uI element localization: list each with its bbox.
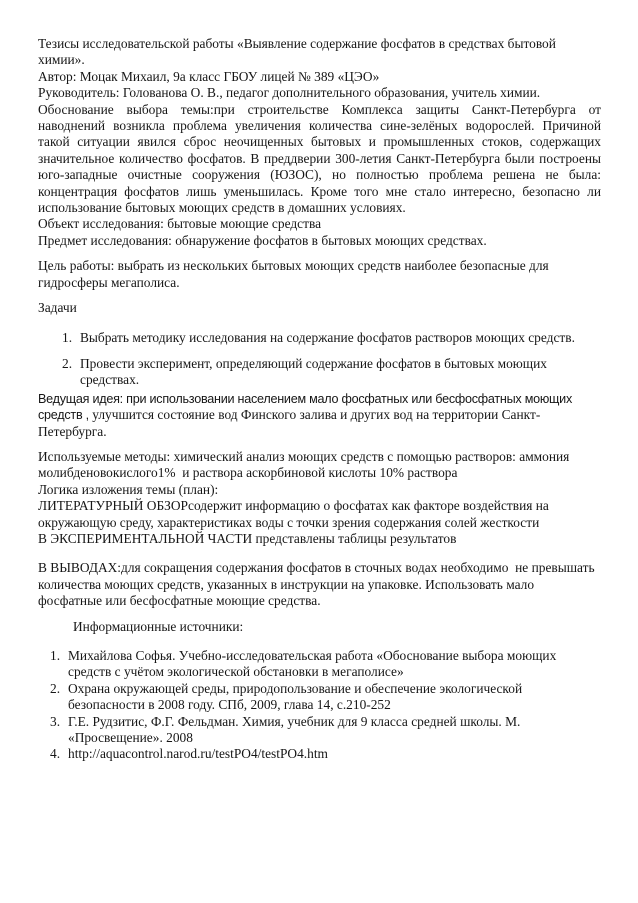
research-subject-line: Предмет исследования: обнаружение фосфатов в бытовых моющих средствах. <box>38 232 487 248</box>
document-title: Тезисы исследовательской работы «Выявление содержание фосфатов в средствах бытовой химии». <box>38 36 556 68</box>
task-text: Выбрать методику исследования на содержание фосфатов растворов моющих средств. <box>80 329 575 345</box>
author-line: Автор: Моцак Михаил, 9а класс ГБОУ лицей № 389 «ЦЭО» <box>38 68 380 84</box>
spacer <box>38 547 601 560</box>
methods-paragraph: Используемые методы: химический анализ моющих средств с помощью растворов: аммония молибденовокислого1% и раствора аскорбиновой кислоты 10% раствора <box>38 448 573 481</box>
goal-paragraph: Цель работы: выбрать из нескольких бытовых моющих средств наиболее безопасные для гидросферы мегаполиса. <box>38 258 549 290</box>
sources-heading: Информационные источники: <box>73 618 244 634</box>
source-item <box>50 681 601 714</box>
source-text: Михайлова Софья. Учебно-исследовательская работа «Обоснование выбора моющих средств с учётом экологической обстановки в мегаполисе» <box>68 648 557 680</box>
task-number: 1. <box>62 329 73 345</box>
source-number: 1. <box>50 648 61 663</box>
source-item <box>50 648 601 681</box>
tasks-heading: Задачи <box>38 300 77 316</box>
source-url: http://aquacontrol.narod.ru/testPO4/testPO4.htm <box>68 746 328 762</box>
task-text: Провести эксперимент, определяющий содержание фосфатов в бытовых моющих средствах. <box>80 355 547 388</box>
leading-idea-paragraph <box>38 391 601 440</box>
source-number: 4. <box>50 746 61 762</box>
source-item <box>50 714 601 747</box>
source-item <box>50 746 601 762</box>
spacer <box>38 610 601 619</box>
spacer <box>38 440 601 449</box>
literature-review-line: ЛИТЕРАТУРНЫЙ ОБЗОРсодержит информацию о фосфатах как факторе воздействия на окружающую среду, характеристиках воды с точки зрения содержания солей жесткости <box>38 498 549 530</box>
task-number: 2. <box>62 355 73 371</box>
experimental-part-line: В ЭКСПЕРИМЕНТАЛЬНОЙ ЧАСТИ представлены таблицы результатов <box>38 530 457 546</box>
source-number: 2. <box>50 680 61 696</box>
source-text: Охрана окружающей среды, природопользование и обеспечение экологической безопасности в 2008 году. СПб, 2009, глава 14, с.210-252 <box>68 680 523 713</box>
leading-idea-sans-run: Ведущая идея: при использовании населением мало фосфатных или бесфосфатных моющих средств , <box>38 391 573 423</box>
task-item <box>62 330 601 346</box>
spacer <box>38 317 601 330</box>
task-item <box>62 356 601 389</box>
leading-idea-serif-run: улучшится состояние вод Финского залива и других вод на территории Санкт-Петербурга. <box>38 407 541 439</box>
sources-list <box>38 648 601 763</box>
conclusions-paragraph: В ВЫВОДАХ:для сокращения содержания фосфатов в сточных водах необходимо не превышать количества моющих средств, указанных в инструкции на упаковке. Использовать мало фосфатные или бесфосфатные моющие средства. <box>38 560 598 609</box>
outline-heading: Логика изложения темы (план): <box>38 481 219 497</box>
spacer <box>38 291 601 300</box>
tasks-list <box>38 330 601 389</box>
rationale-paragraph: Обоснование выбора темы:при строительстве Комплекса защиты Санкт-Петербурга от наводнений возникла проблема увеличения количества сине-зелёных водорослей. Причиной такой ситуации явился сброс неочищенных бытовых и промышленных стоков, содержащих значительное количество фосфатов. В преддверии 300-летия Санкт-Петербурга были построены юго-западные очистные сооружения (ЮЗОС), но полностью проблема решена не была: концентрация фосфатов лишь уменьшилась. Кроме того мне стало интересно, безопасно ли использование бытовых моющих средств в домашних условиях. <box>38 101 601 216</box>
supervisor-line: Руководитель: Голованова О. В., педагог дополнительного образования, учитель химии. <box>38 85 541 101</box>
source-number: 3. <box>50 713 61 729</box>
research-object-line: Объект исследования: бытовые моющие средства <box>38 216 322 232</box>
spacer <box>38 635 601 648</box>
source-text: Г.Е. Рудзитис, Ф.Г. Фельдман. Химия, учебник для 9 класса средней школы. М. «Просвещение». 2008 <box>68 713 521 746</box>
spacer <box>38 249 601 258</box>
